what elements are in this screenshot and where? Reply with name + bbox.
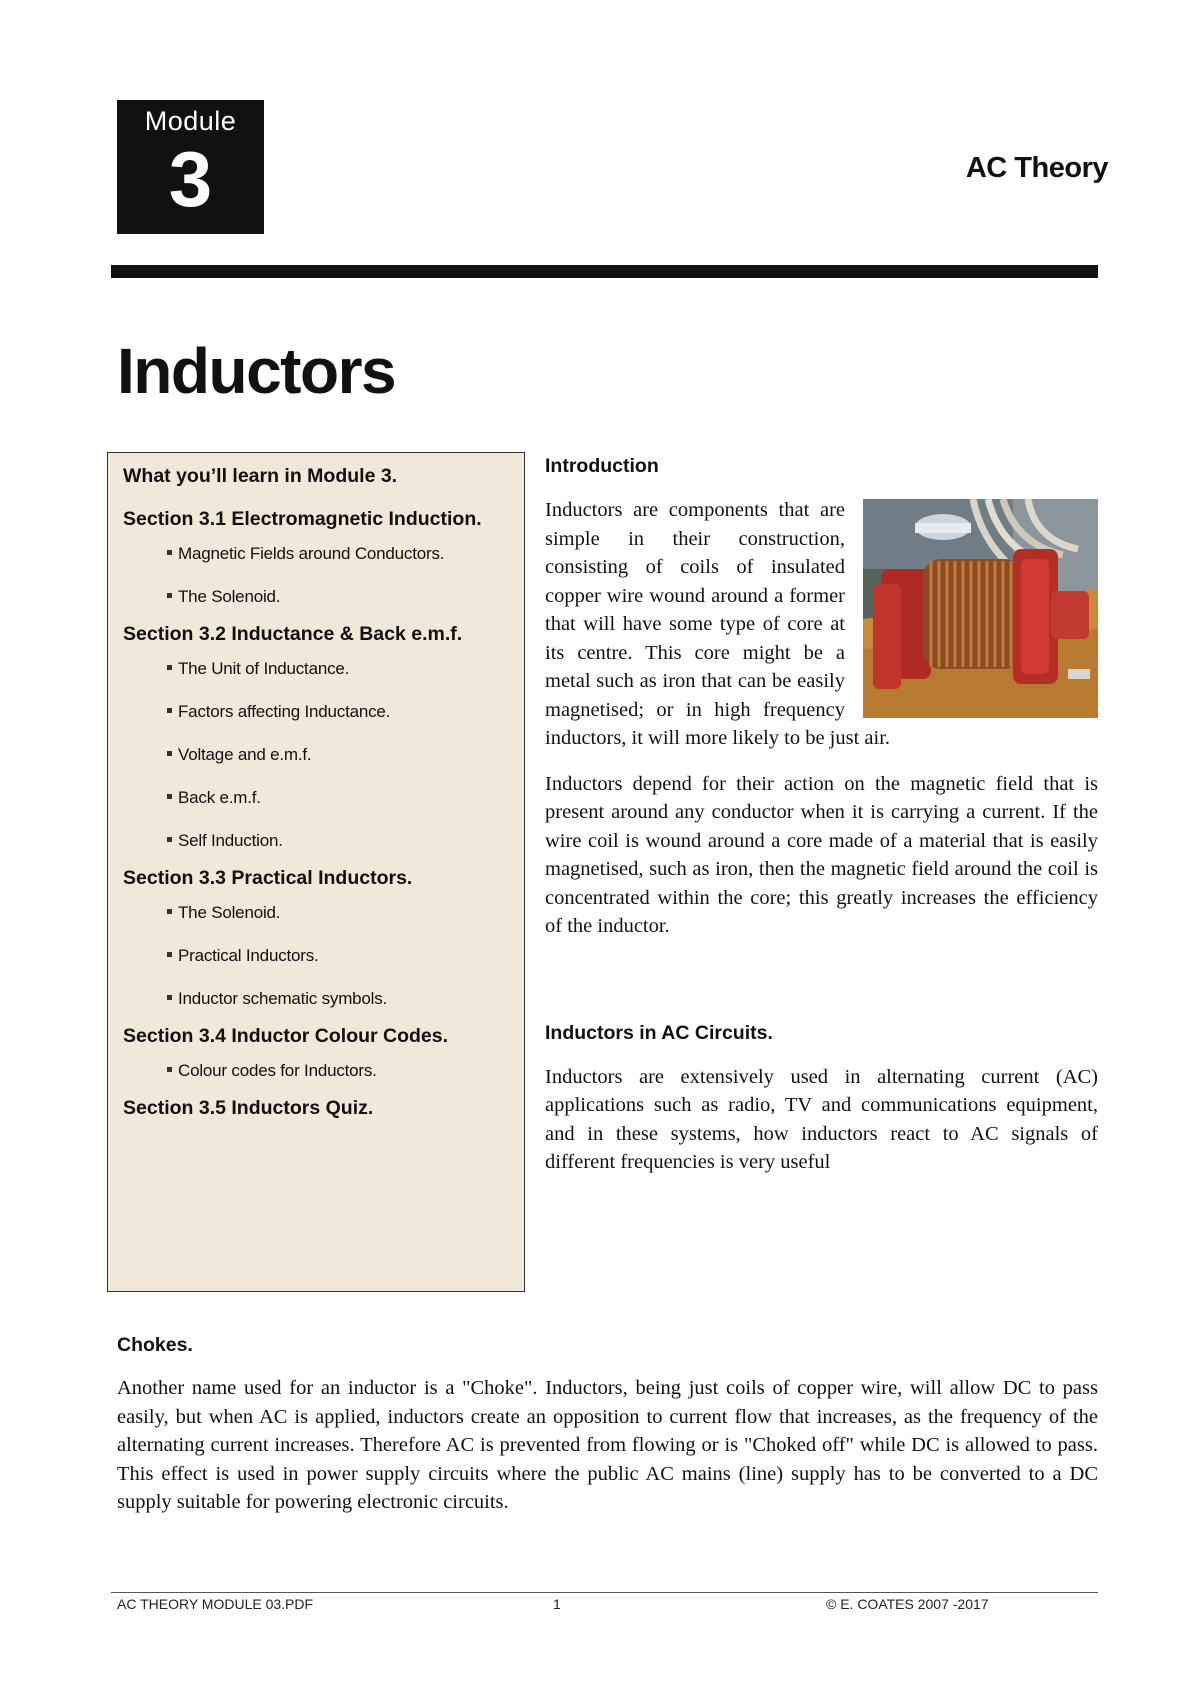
chokes-section — [117, 1334, 1098, 1517]
module-number: 3 — [168, 135, 213, 223]
outline-section-title: Section 3.2 Inductance & Back e.m.f. — [123, 623, 463, 645]
outline-item-list — [123, 659, 524, 851]
footer-filename: AC THEORY MODULE 03.PDF — [117, 1596, 314, 1612]
bullet-icon — [167, 909, 172, 914]
bullet-icon — [167, 952, 172, 957]
footer-divider — [111, 1592, 1098, 1593]
bullet-icon — [167, 751, 172, 756]
module-badge — [117, 100, 264, 234]
ac-circuits-paragraph: Inductors are extensively used in alternating current (AC) applications such as radio, TV and communications equipment, and in these systems, how inductors react to AC signals of different frequencies is very useful — [545, 1065, 1098, 1173]
header-title: AC Theory — [965, 152, 1108, 184]
introduction-paragraph: Inductors depend for their action on the magnetic field that is present around any conductor when it is carrying a current. If the wire coil is wound around a core made of a material that is easily magnetised, such as iron, then the magnetic field around the coil is concentrated within the core; this greatly increases the efficiency of the inductor. — [545, 772, 1098, 937]
bullet-icon — [167, 995, 172, 1000]
outline-item-list — [123, 903, 524, 1009]
outline-item: Factors affecting Inductance. — [167, 702, 524, 722]
inductor-coil-photo-icon — [863, 499, 1098, 718]
chokes-paragraph: Another name used for an inductor is a "Choke". Inductors, being just coils of copper wire, will allow DC to pass easily, but when AC is applied, inductors create an opposition to current flow that increases, as the frequency of the alternating current increases. Therefore AC is prevented from flowing or is "Choked off" while DC is allowed to pass. This effect is used in power supply circuits where the public AC mains (line) supply has to be converted to a DC supply suitable for powering electronic circuits. — [117, 1377, 1098, 1513]
outline-section-title: Section 3.3 Practical Inductors. — [123, 867, 413, 889]
chokes-heading: Chokes. — [117, 1334, 193, 1356]
outline-item: Practical Inductors. — [167, 946, 524, 966]
outline-section-title: Section 3.4 Inductor Colour Codes. — [123, 1025, 449, 1047]
outline-section-title: Section 3.1 Electromagnetic Induction. — [123, 508, 482, 530]
module-label: Module — [144, 106, 237, 136]
outline-item: Voltage and e.m.f. — [167, 745, 524, 765]
outline-item: Self Induction. — [167, 831, 524, 851]
bullet-icon — [167, 794, 172, 799]
introduction-heading: Introduction — [545, 455, 659, 477]
bullet-icon — [167, 1067, 172, 1072]
outline-item: Back e.m.f. — [167, 788, 524, 808]
outline-item: The Solenoid. — [167, 587, 524, 607]
outline-section-title: Section 3.5 Inductors Quiz. — [123, 1097, 374, 1119]
outline-item: Colour codes for Inductors. — [167, 1061, 524, 1081]
bullet-icon — [167, 665, 172, 670]
page-title: Inductors — [117, 335, 396, 407]
outline-item-list — [123, 544, 524, 607]
outline-item: The Solenoid. — [167, 903, 524, 923]
bullet-icon — [167, 837, 172, 842]
header-divider — [111, 265, 1098, 278]
footer-copyright: © E. COATES 2007 -2017 — [826, 1596, 989, 1612]
outline-item: Magnetic Fields around Conductors. — [167, 544, 524, 564]
main-column — [545, 455, 1098, 1177]
introduction-paragraph: Inductors are components that are simple in their construction, consisting of coils of insulated copper wire wound around a former that will have some type of core at its centre. This core might be a metal such as iron that can be easily magnetised; or in high frequency inductors, it will more likely to be just air. — [545, 499, 891, 749]
outline-item-list — [123, 1061, 524, 1081]
ac-circuits-heading: Inductors in AC Circuits. — [545, 1021, 773, 1044]
bullet-icon — [167, 550, 172, 555]
module-outline-box — [107, 452, 525, 1292]
outline-heading: What you’ll learn in Module 3. — [123, 465, 398, 487]
bullet-icon — [167, 708, 172, 713]
bullet-icon — [167, 593, 172, 598]
footer-page-number: 1 — [553, 1596, 561, 1612]
outline-item: Inductor schematic symbols. — [167, 989, 524, 1009]
outline-item: The Unit of Inductance. — [167, 659, 524, 679]
